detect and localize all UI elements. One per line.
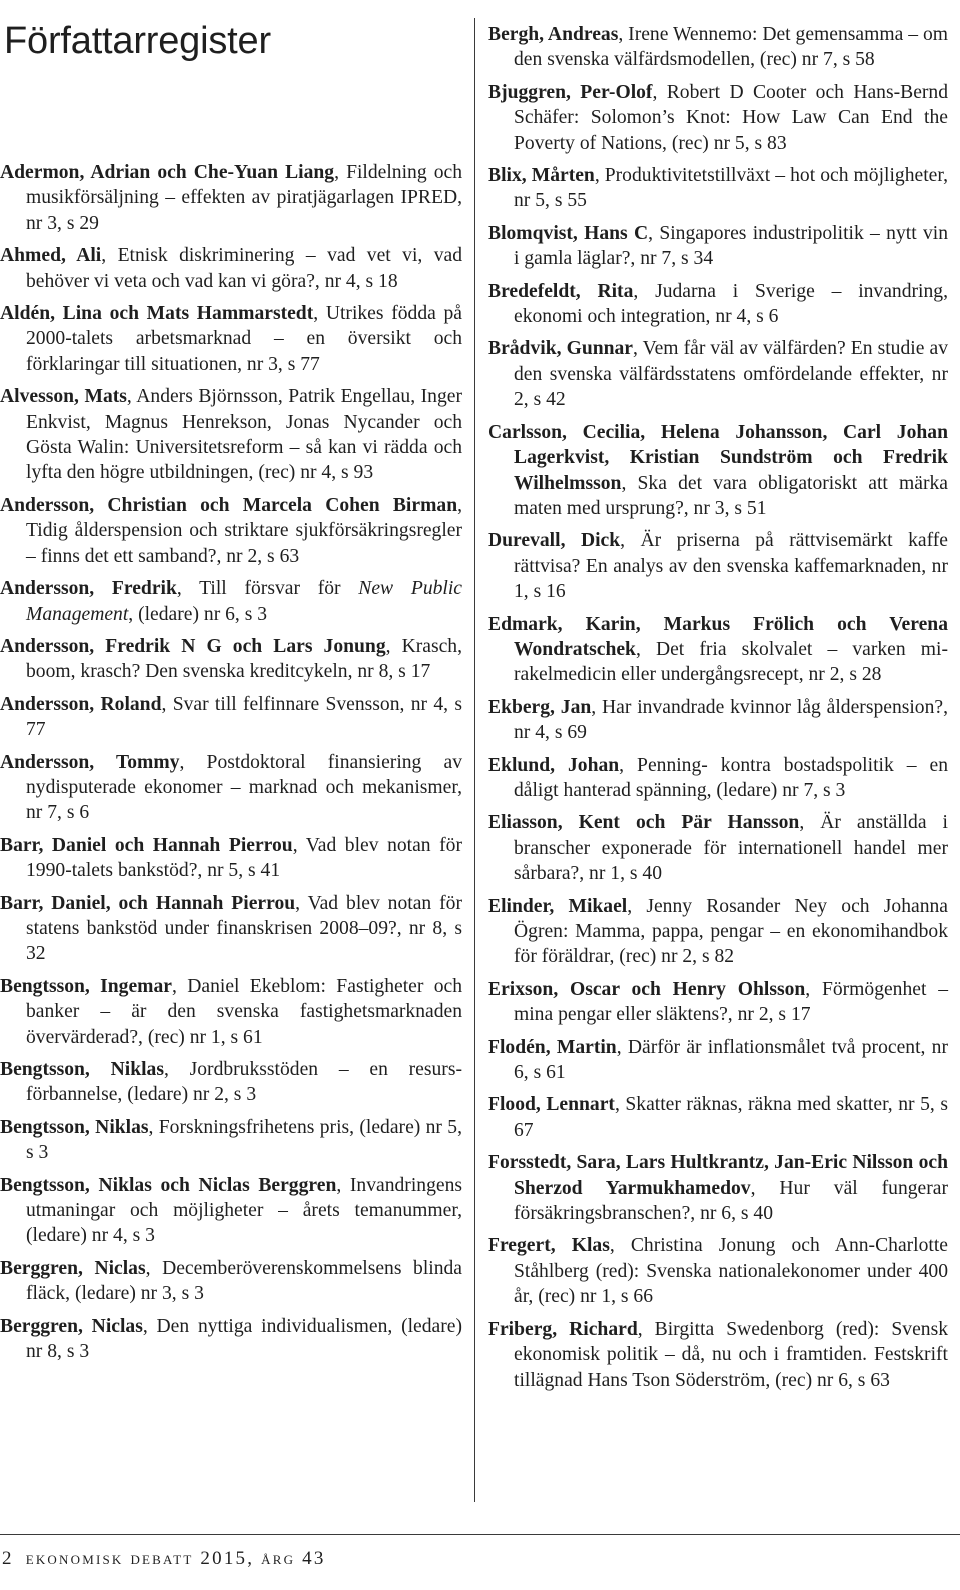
- entry-author: Forsstedt, Sara, Lars Hultkrantz, Jan-Eric Nilsson och Sherzod Yarmukhamedov: [488, 1152, 948, 1199]
- entry-details: , Jordbruksstöden – en resursförbannelse, (ledare) nr 2, s 3: [26, 1059, 462, 1106]
- entry-details: , Singapores industripolitik – nytt vin i gamla läglar?, nr 7, s 34: [514, 222, 948, 270]
- index-entry: [488, 420, 948, 522]
- entry-details: , Till försvar för: [176, 578, 359, 600]
- entry-author: Brådvik, Gunnar: [488, 338, 633, 360]
- entry-author: Ahmed, Ali: [0, 245, 102, 267]
- entry-author: Bergh, Andreas: [488, 24, 619, 45]
- index-entry: [0, 1173, 462, 1249]
- entry-author: Bengtsson, Niklas: [0, 1059, 164, 1080]
- index-entry: [0, 1314, 462, 1365]
- index-entry: [488, 528, 948, 604]
- entry-author: Fregert, Klas: [488, 1235, 610, 1257]
- entry-author: Ekberg, Jan: [488, 696, 592, 718]
- index-entry: [488, 753, 948, 804]
- entry-details: , Därför är inflationsmålet två procent, nr 6, s 61: [514, 1036, 948, 1084]
- entry-details: , Postdoktoral finansiering av nydisputerade ekonomer – marknad och mekanismer, nr 7, s 6: [26, 751, 463, 824]
- entry-author: Edmark, Karin, Markus Frölich och Verena Wondratschek: [488, 613, 948, 660]
- entry-details: , Är anställda i branscher exponerade för internationell handel mer sårbara?, nr 1, s 40: [514, 812, 948, 885]
- footer-divider: [0, 1534, 960, 1535]
- entry-author: Barr, Daniel, och Hannah Pierrou: [0, 892, 296, 914]
- index-entry: [488, 977, 948, 1028]
- entry-details: , Etnisk diskriminering – vad vet vi, vad behöver vi veta och vad kan vi göra?, nr 4, s 18: [26, 245, 463, 292]
- index-entry: [0, 1057, 462, 1108]
- entry-author: Bengtsson, Ingemar: [0, 975, 172, 997]
- entry-author: Durevall, Dick: [488, 530, 621, 552]
- index-entry: [0, 493, 462, 569]
- entry-author: Bjuggren, Per-Olof: [488, 81, 653, 103]
- index-entry: [0, 1115, 462, 1166]
- entry-author: Adermon, Adrian och Che-Yuan Liang: [0, 162, 335, 183]
- index-entry: [488, 1233, 948, 1309]
- column-divider: [474, 18, 475, 1502]
- index-entry: [0, 576, 462, 627]
- publication-name: ekonomisk debatt 2015, årg 43: [25, 1548, 326, 1569]
- index-entry: [0, 750, 462, 826]
- entry-details: , Tidig ålderspension och striktare sjukförsäkringsregler – finns det ett samband?, nr 2, s 63: [26, 494, 462, 567]
- index-entry: [488, 695, 948, 746]
- entry-author: Andersson, Roland: [0, 693, 162, 715]
- index-entry: [0, 974, 462, 1050]
- index-entry: [0, 1256, 462, 1307]
- index-entry: [488, 22, 948, 73]
- entry-details: , Det fria skolvalet – varken mirakelmedicin eller undergångsrecept, nr 2, s 28: [514, 638, 948, 686]
- entry-author: Eklund, Johan: [488, 754, 620, 776]
- entry-author: Friberg, Richard: [488, 1318, 638, 1340]
- entry-details: , Anders Björnsson, Patrik Engellau, Inger Enkvist, Magnus Henrekson, Jonas Nycander och Gösta Walin: Universitetsreform – så kan vi rädda och lyfta den högre utbildningen, (rec) nr 4, s 93: [26, 386, 462, 484]
- index-entry: [0, 160, 462, 236]
- entry-author: Flodén, Martin: [488, 1036, 617, 1058]
- index-entry: [488, 612, 948, 688]
- index-entry: [488, 1035, 948, 1086]
- entry-details: , Forskningsfrihetens pris, (ledare) nr 5, s 3: [26, 1116, 462, 1164]
- entry-details: , Penning- kontra bostadspolitik – en dåligt hanterad spänning, (ledare) nr 7, s 3: [514, 754, 948, 801]
- entry-author: Aldén, Lina och Mats Hammarstedt: [0, 303, 314, 325]
- entry-author: Bengtsson, Niklas och Niclas Berggren: [0, 1174, 337, 1196]
- index-entry: [488, 1317, 948, 1393]
- entry-italic-title: New Public Management: [26, 578, 462, 625]
- entry-details: , Judarna i Sverige – invandring, ekonomi och integration, nr 4, s 6: [514, 280, 948, 328]
- index-entry: [488, 894, 948, 970]
- entry-details: , Jenny Rosander Ney och Johanna Ögren: Mamma, pappa, pengar – en ekonomihandbok för föräldrar, (rec) nr 2, s 82: [514, 895, 948, 968]
- index-entry: [0, 833, 462, 884]
- entry-author: Andersson, Tommy: [0, 751, 180, 773]
- page-footer: [2, 1548, 326, 1570]
- entry-details: , Robert D Cooter och Hans-Bernd Schäfer: Solomon’s Knot: How Law Can End the Poverty of Nations, (rec) nr 5, s 83: [514, 81, 949, 154]
- entry-details: , Den nyttiga individualismen, (ledare) nr 8, s 3: [26, 1315, 462, 1363]
- entry-details: , Vad blev notan för 1990-talets bankstöd?, nr 5, s 41: [26, 834, 462, 882]
- entry-details: , Vad blev notan för statens bankstöd under finanskrisen 2008–09?, nr 8, s 32: [26, 892, 462, 965]
- index-entry: [488, 1092, 948, 1143]
- entry-author: Blix, Mårten: [488, 165, 595, 187]
- entry-details: , Daniel Ekeblom: Fastigheter och banker – är den svenska fastighetsmarknaden övervärderad?, (rec) nr 1, s 61: [26, 975, 462, 1048]
- entry-details: , Irene Wennemo: Det gemensamma – om den svenska välfärdsmodellen, (rec) nr 7, s 58: [514, 24, 949, 71]
- entry-details: , Svar till felfinnare Svensson, nr 4, s 77: [26, 693, 462, 741]
- entry-author: Elinder, Mikael: [488, 895, 628, 917]
- entry-details: , Utrikes födda på 2000-talets arbetsmarknad – en översikt och förklaringar till situationen, nr 3, s 77: [26, 303, 462, 375]
- index-entry: [488, 279, 948, 330]
- entry-details: , Vem får väl av välfärden? En studie av den svenska välfärdsstatens omfördelande effekter, nr 2, s 42: [514, 338, 948, 411]
- entry-details: , Skatter räknas, räkna med skatter, nr 5, s 67: [514, 1094, 948, 1141]
- entry-author: Bengtsson, Niklas: [0, 1116, 149, 1138]
- index-entry: [488, 810, 948, 886]
- entry-author: Blomqvist, Hans C: [488, 222, 649, 244]
- entry-author: Carlsson, Cecilia, Helena Johansson, Carl Johan Lagerkvist, Kristian Sundström och Fredrik Wilhelmsson: [488, 421, 948, 494]
- entry-author: Andersson, Christian och Marcela Cohen Birman: [0, 494, 458, 516]
- index-entry: [488, 336, 948, 412]
- entry-author: Bredefeldt, Rita: [488, 280, 634, 302]
- page-number: 2: [2, 1548, 14, 1569]
- index-entry: [488, 163, 948, 214]
- entry-author: Eliasson, Kent och Pär Hansson: [488, 812, 800, 834]
- entry-details: , Birgitta Swedenborg (red): Svensk ekonomisk politik – då, nu och i framtiden. Festskrift tillägnad Hans Tson Söderström, (rec) nr 6, s 63: [514, 1318, 948, 1391]
- entry-author: Erixson, Oscar och Henry Ohlsson: [488, 978, 806, 1000]
- index-column-right: [488, 22, 948, 1400]
- entry-author: Berggren, Niclas: [0, 1315, 143, 1337]
- index-entry: [0, 243, 462, 294]
- entry-author: Barr, Daniel och Hannah Pierrou: [0, 834, 293, 856]
- entry-details: , Decemberöverenskommelsens blinda fläck, (ledare) nr 3, s 3: [26, 1257, 462, 1305]
- index-entry: [488, 1150, 948, 1226]
- entry-details: , Är priserna på rättvisemärkt kaffe rättvisa? En analys av den svenska kaffemarknaden, nr 1, s 16: [514, 530, 948, 603]
- entry-author: Andersson, Fredrik: [0, 578, 177, 600]
- index-entry: [0, 891, 462, 967]
- entry-details: , Ska det vara obligatoriskt att märka maten med ursprung?, nr 3, s 51: [514, 472, 948, 519]
- index-entry: [0, 692, 462, 743]
- entry-details: , Har invandrade kvinnor låg ålderspension?, nr 4, s 69: [514, 696, 948, 744]
- entry-details: , (ledare) nr 6, s 3: [128, 603, 268, 625]
- index-entry: [0, 634, 462, 685]
- entry-details: , Christina Jonung och Ann-Charlotte Ståhlberg (red): Svenska nationalekonomer under 400 år, (rec) nr 1, s 66: [514, 1235, 948, 1308]
- entry-details: , Fildelning och musikförsäljning – effekten av piratjägarlagen IPRED, nr 3, s 29: [26, 162, 463, 234]
- index-column-left: [0, 160, 462, 1371]
- index-entry: [0, 384, 462, 486]
- index-entry: [488, 80, 948, 156]
- entry-details: , Produktivitetstillväxt – hot och möjligheter, nr 5, s 55: [514, 165, 948, 212]
- entry-details: , Hur väl fungerar försäkringsbranschen?, nr 6, s 40: [514, 1177, 948, 1225]
- entry-details: , Krasch, boom, krasch? Den svenska kreditcykeln, nr 8, s 17: [26, 635, 462, 683]
- page-title: Författarregister: [4, 20, 271, 62]
- entry-author: Berggren, Niclas: [0, 1257, 146, 1279]
- entry-author: Flood, Lennart: [488, 1094, 615, 1116]
- index-entry: [488, 221, 948, 272]
- index-entry: [0, 301, 462, 377]
- entry-details: , Invandringens utmaningar och möjligheter – årets temanummer, (ledare) nr 4, s 3: [26, 1174, 462, 1247]
- entry-author: Alvesson, Mats: [0, 386, 127, 408]
- entry-author: Andersson, Fredrik N G och Lars Jonung: [0, 635, 386, 657]
- entry-details: , Förmögenhet – mina pengar eller släktens?, nr 2, s 17: [514, 978, 948, 1026]
